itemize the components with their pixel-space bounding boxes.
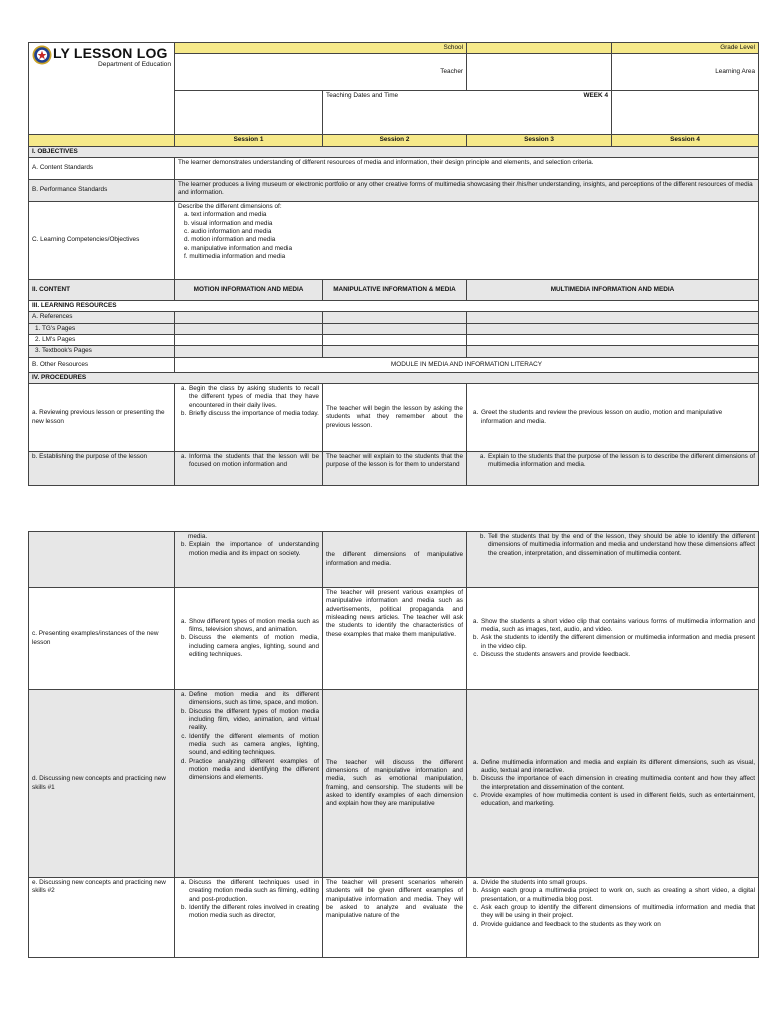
- session-2-header: Session 2: [323, 135, 467, 146]
- textbook-pages-label: 3. Textbook's Pages: [29, 346, 175, 357]
- textbook-s2: [323, 346, 467, 357]
- tg-s34: [467, 323, 759, 334]
- procedure-a-session-2: The teacher will begin the lesson by asking the students what they remember about the previous lesson.: [323, 384, 467, 452]
- list-item: d. Provide guidance and feedback to the students as they work on: [480, 921, 755, 929]
- procedure-e-session-2: The teacher will present scenarios wherein students will be given different examples of manipulative information and media. They will be asked to analyze and evaluate the manipulative nature of the: [323, 878, 467, 958]
- teaching-dates-row: [323, 90, 612, 135]
- references-s2: [323, 312, 467, 323]
- procedure-d-label: d. Discussing new concepts and practicing new skills #1: [29, 690, 175, 878]
- procedure-c-session-3-4: [467, 588, 759, 690]
- list-item: a. Explain to the students that the purpose of the lesson is to describe the different dimensions of multimedia information and media.: [487, 453, 755, 470]
- session-1-header: Session 1: [175, 135, 323, 146]
- list-item: a. Define multimedia information and media and explain its different dimensions, such as visual, audio, textual and interactive.: [480, 759, 755, 776]
- school-label: School: [175, 43, 467, 54]
- list-item: a. Show the students a short video clip that contains various forms of multimedia information and media, such as images, text, audio, and video.: [480, 618, 755, 635]
- session-corner-cell: [29, 135, 175, 146]
- week-label: WEEK 4: [583, 91, 609, 99]
- list-item: b. Explain the importance of understanding motion media and its impact on society.: [188, 541, 319, 558]
- procedure-e-session-1: [175, 878, 323, 958]
- list-item: a. Define motion media and its different dimensions, such as time, space, and motion.: [188, 691, 319, 708]
- procedure-b-session-3-4: [467, 452, 759, 486]
- lm-s1: [175, 335, 323, 346]
- list-item: a. Discuss the different techniques used in creating motion media such as filming, editing and post-production.: [188, 879, 319, 904]
- competencies-label: C. Learning Competencies/Objectives: [29, 202, 175, 280]
- competency-item: f. multimedia information and media: [184, 253, 286, 261]
- teacher-label: Teacher: [175, 54, 467, 90]
- objectives-heading: I. OBJECTIVES: [29, 146, 759, 157]
- procedure-d-session-2: The teacher will discuss the different dimensions of manipulative information and media, such as emotional manipulation, framing, and censorship. The students will be asked to identify examples of each dimension and explain how they are manipulative: [323, 690, 467, 878]
- content-heading: II. CONTENT: [29, 280, 175, 301]
- header-logo-cell: [29, 43, 175, 135]
- list-item: b. Discuss the importance of each dimension in creating multimedia content and how they affect the interpretation and dissemination of the content.: [480, 775, 755, 792]
- list-item: a. Begin the class by asking students to recall the different types of media that they have encountered in their daily lives.: [188, 385, 319, 410]
- teaching-dates-value: [612, 90, 759, 135]
- procedure-e-session-3-4: [467, 878, 759, 958]
- procedure-a-label: a. Reviewing previous lesson or presenting the new lesson: [29, 384, 175, 452]
- department-name: Department of Education: [98, 61, 171, 68]
- list-item: a. Greet the students and review the previous lesson on audio, motion and manipulative information and media.: [480, 409, 755, 426]
- procedure-b-label-cont: [29, 532, 175, 588]
- procedure-b-session-2: The teacher will explain to the students that the purpose of the lesson is for them to understand: [323, 452, 467, 486]
- competency-item: e. manipulative information and media: [184, 244, 292, 252]
- list-item: a. Divide the students into small groups.: [480, 879, 755, 887]
- lesson-log-body-table: [28, 146, 759, 486]
- content-session-1: MOTION INFORMATION AND MEDIA: [175, 280, 323, 301]
- references-label: A. References: [29, 312, 175, 323]
- performance-standards-text: The learner produces a living museum or electronic portfolio or any other creative forms of multimedia showcasing their /his/her understanding, insights, and perceptions of the different resources of media and information.: [175, 180, 759, 202]
- procedure-d-session-3-4: [467, 690, 759, 878]
- textbook-s34: [467, 346, 759, 357]
- list-item: b. Tell the students that by the end of the lesson, they should be able to identify the different dimensions of multimedia information and media and understand how these dimensions affect the creation, interpretation, and dissemination of multimedia content.: [487, 533, 755, 558]
- lm-s2: [323, 335, 467, 346]
- list-item: b. Discuss the different types of motion media including film, video, animation, and virtual reality.: [188, 708, 319, 733]
- competencies-cell: [175, 202, 759, 280]
- list-item: b. Identify the different roles involved in creating motion media such as director,: [188, 904, 319, 921]
- competency-item: b. visual information and media: [184, 219, 273, 227]
- competencies-intro: Describe the different dimensions of:: [178, 203, 282, 211]
- lm-pages-label: 2. LM's Pages: [29, 335, 175, 346]
- procedure-b-session-1-cont: [175, 532, 323, 588]
- procedure-e-label: e. Discussing new concepts and practicing new skills #2: [29, 878, 175, 958]
- lesson-log-page-2: [28, 531, 758, 958]
- session-4-header: Session 4: [612, 135, 759, 146]
- lesson-log-header-table: [28, 42, 759, 147]
- other-resources-label: B. Other Resources: [29, 357, 175, 372]
- list-item: a. Informa the students that the lesson will be focused on motion information and: [188, 453, 319, 470]
- competency-item: d. motion information and media: [184, 236, 276, 244]
- teaching-dates-text: Teaching Dates and Time: [326, 91, 399, 99]
- lm-s34: [467, 335, 759, 346]
- list-item: b. Assign each group a multimedia project to work on, such as creating a short video, a digital presentation, or a multimedia blog post.: [480, 887, 755, 904]
- procedure-b-session-3-4-cont: [467, 532, 759, 588]
- lesson-log-title: LY LESSON LOG: [53, 45, 168, 61]
- procedure-d-session-1: [175, 690, 323, 878]
- procedure-b-label: b. Establishing the purpose of the lesson: [29, 452, 175, 486]
- competency-item: a. text information and media: [184, 211, 267, 219]
- list-item: b. Ask the students to identify the different dimension or multimedia information and media present in the video clip.: [480, 634, 755, 651]
- procedure-b-session-1: [175, 452, 323, 486]
- list-item: b. Discuss the elements of motion media, including camera angles, lighting, sound and editing techniques.: [188, 634, 319, 659]
- session-3-header: Session 3: [467, 135, 612, 146]
- performance-standards-label: B. Performance Standards: [29, 180, 175, 202]
- tg-s2: [323, 323, 467, 334]
- list-item: c. Provide examples of how multimedia content is used in different fields, such as entertainment, education, and marketing.: [480, 792, 755, 809]
- other-resources-value: MODULE IN MEDIA AND INFORMATION LITERACY: [175, 357, 759, 372]
- procedure-b-session-2-cont: the different dimensions of manipulative information and media.: [323, 532, 467, 588]
- learning-resources-heading: III. LEARNING RESOURCES: [29, 301, 759, 312]
- procedure-a-session-3-4: [467, 384, 759, 452]
- content-session-3-4: MULTIMEDIA INFORMATION AND MEDIA: [467, 280, 759, 301]
- deped-seal-icon: [32, 45, 52, 65]
- content-standards-text: The learner demonstrates understanding of different resources of media and information, their design principle and elements, and selection criteria.: [175, 158, 759, 180]
- continued-text: media.: [188, 533, 208, 540]
- learning-area-label: Learning Area: [612, 54, 759, 90]
- content-session-2: MANIPULATIVE INFORMATION & MEDIA: [323, 280, 467, 301]
- tg-pages-label: 1. TG's Pages: [29, 323, 175, 334]
- competencies-list: [178, 211, 755, 261]
- list-item: a. Show different types of motion media such as films, television shows, and animation.: [188, 618, 319, 635]
- tg-s1: [175, 323, 323, 334]
- references-s34: [467, 312, 759, 323]
- school-value: [467, 43, 612, 54]
- list-item: c. Identify the different elements of motion media such as camera angles, lighting, sound, and editing techniques.: [188, 733, 319, 758]
- textbook-s1: [175, 346, 323, 357]
- teacher-value: [467, 54, 612, 90]
- lesson-log-page-1: [28, 42, 758, 486]
- list-item: d. Practice analyzing different examples of motion media and identifying the different dimensions and elements.: [188, 758, 319, 783]
- procedure-c-session-1: [175, 588, 323, 690]
- procedure-c-session-2: The teacher will present various examples of manipulative information and media such as advertisements, political propaganda and misleading news articles. The teacher will ask the students to identify the characteristics of these examples that make them manipulative.: [323, 588, 467, 690]
- procedures-heading: IV. PROCEDURES: [29, 372, 759, 383]
- procedure-c-label: c. Presenting examples/instances of the new lesson: [29, 588, 175, 690]
- procedure-a-session-1: [175, 384, 323, 452]
- competency-item: c. audio information and media: [184, 228, 272, 236]
- list-item: c. Ask each group to identify the different dimensions of multimedia information and media that they will be using in their project.: [480, 904, 755, 921]
- lesson-log-continued-table: [28, 531, 759, 958]
- content-standards-label: A. Content Standards: [29, 158, 175, 180]
- references-s1: [175, 312, 323, 323]
- list-item: c. Discuss the students answers and provide feedback.: [480, 651, 755, 659]
- grade-level-label: Grade Level: [612, 43, 759, 54]
- list-item: b. Briefly discuss the importance of media today.: [188, 410, 319, 418]
